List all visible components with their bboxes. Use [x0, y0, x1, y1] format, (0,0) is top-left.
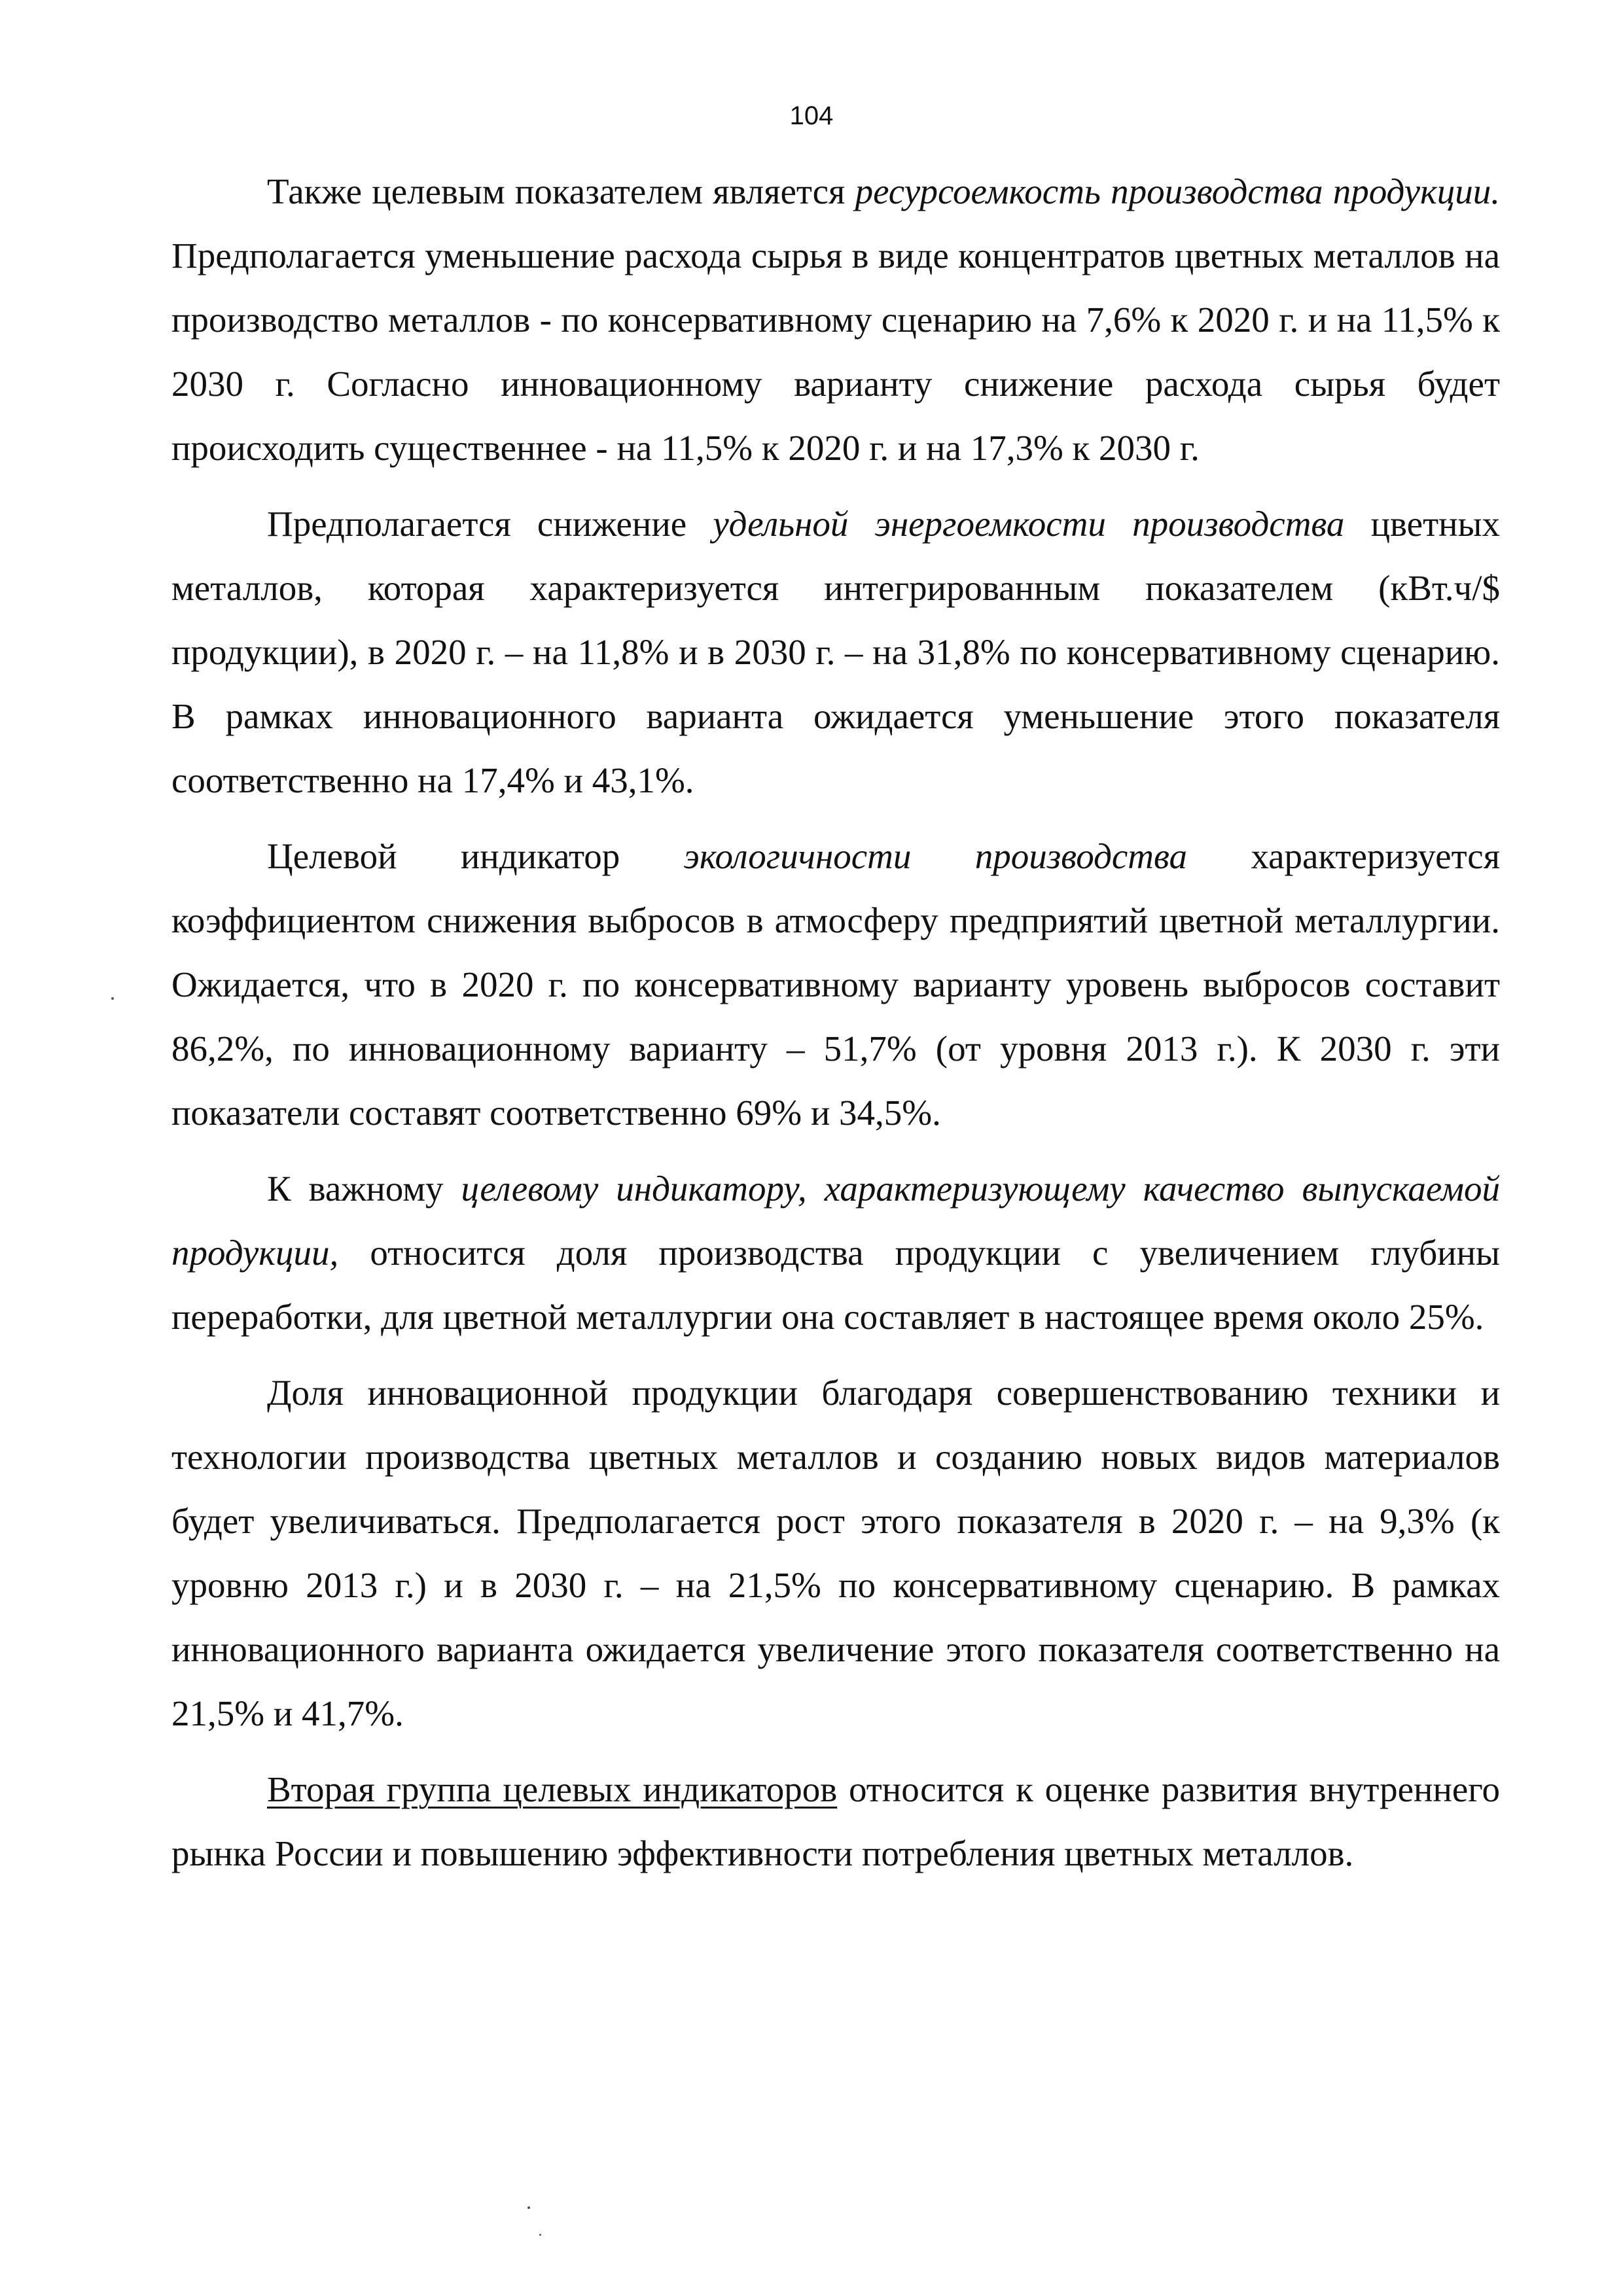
paragraph-ecology: [171, 824, 1500, 1145]
paragraph-text: относится к оценке развития внутреннего рынка России и повышению эффективности потребления цветных металлов.: [171, 1769, 1500, 1873]
scan-speck: [527, 2206, 530, 2209]
paragraph-energy-intensity: [171, 492, 1500, 813]
page-number: 104: [789, 101, 834, 130]
paragraph-resource-intensity: [171, 160, 1500, 480]
paragraph-text: Целевой индикатор: [267, 836, 684, 876]
paragraph-text: Предполагается снижение: [267, 504, 713, 544]
scan-speck: [111, 997, 114, 1000]
paragraph-text: относится доля производства продукции с увеличением глубины переработки, для цветной металлургии она составляет в настоящее время около 25%.: [171, 1233, 1500, 1337]
paragraph-second-group: [171, 1757, 1500, 1886]
paragraph-text: Доля инновационной продукции благодаря совершенствованию техники и технологии производства цветных металлов и созданию новых видов материалов будет увеличиваться. Предполагается рост этого показателя в 2020 г. – на 9,3% (к уровню 2013 г.) и в 2030 г. – на 21,5% по консервативному сценарию. В рамках инновационного варианта ожидается увеличение этого показателя соответственно на 21,5% и 41,7%.: [171, 1373, 1500, 1733]
paragraph-text: Также целевым показателем является: [267, 171, 855, 211]
paragraph-innovation-share: [171, 1361, 1500, 1746]
body-text: [171, 160, 1500, 1886]
paragraph-text: Предполагается уменьшение расхода сырья в виде концентратов цветных металлов на производство металлов - по консервативному сценарию на 7,6% к 2020 г. и на 11,5% к 2030 г. Согласно инновационному варианту снижение расхода сырья будет происходить существеннее - на 11,5% к 2020 г. и на 17,3% к 2030 г.: [171, 236, 1500, 468]
paragraph-text: К важному: [267, 1169, 461, 1209]
emphasis-term: ресурсоемкость производства продукции.: [855, 171, 1500, 211]
underlined-heading: Вторая группа целевых индикаторов: [267, 1769, 838, 1809]
scan-speck: [539, 2234, 541, 2236]
emphasis-term: удельной энергоемкости производства: [713, 504, 1345, 544]
emphasis-term: экологичности производства: [683, 836, 1188, 876]
paragraph-text: цветных металлов, которая характеризуется интегрированным показателем (кВт.ч/$ продукции), в 2020 г. – на 11,8% и в 2030 г. – на 31,8% по консервативному сценарию. В рамках инновационного варианта ожидается уменьшение этого показателя соответственно на 17,4% и 43,1%.: [171, 504, 1501, 800]
paragraph-quality: [171, 1157, 1500, 1349]
emphasis-term: целевому индикатору, характеризующему качество выпускаемой продукции,: [171, 1169, 1500, 1273]
paragraph-text: характеризуется коэффициентом снижения выбросов в атмосферу предприятий цветной металлургии. Ожидается, что в 2020 г. по консервативному варианту уровень выбросов составит 86,2%, по инновационному варианту – 51,7% (от уровня 2013 г.). К 2030 г. эти показатели составят соответственно 69% и 34,5%.: [171, 836, 1500, 1133]
